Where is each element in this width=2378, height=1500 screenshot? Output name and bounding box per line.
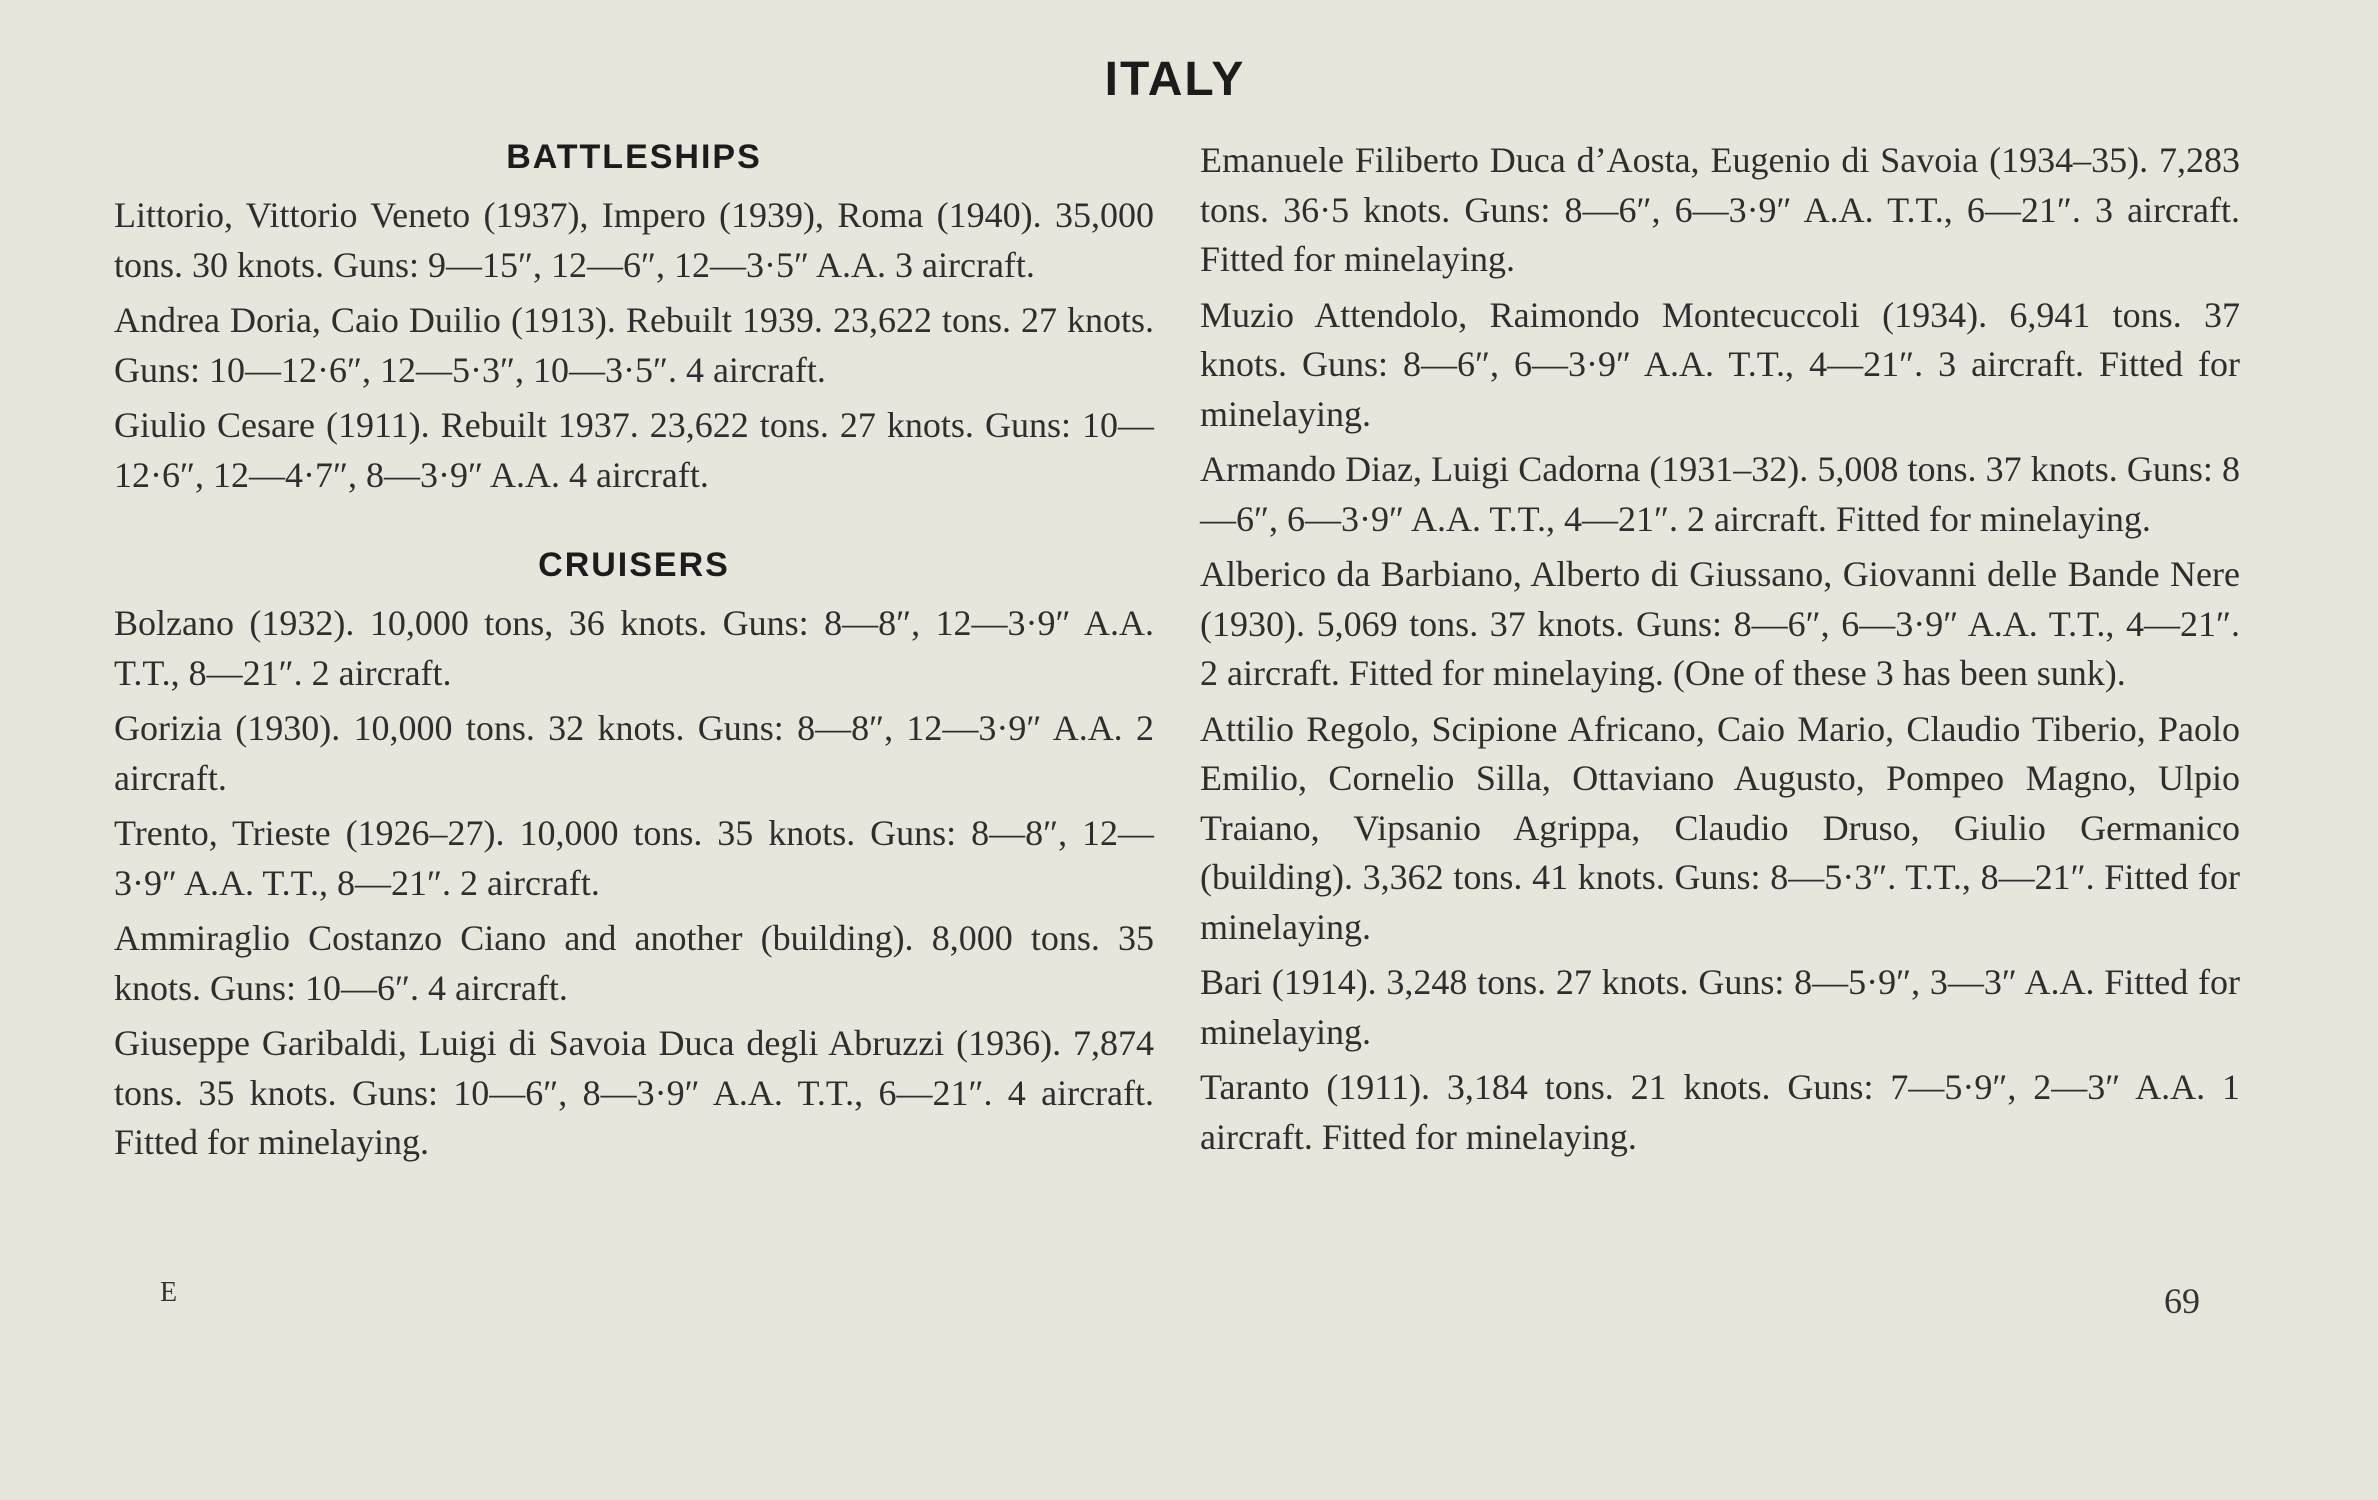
cruiser-entry: Giuseppe Garibaldi, Luigi di Savoia Duca degli Abruzzi (1936). 7,874 tons. 35 knots. Guns: 10—6″, 8—3·9″ A.A. T.T., 6—21″. 4 aircraft. Fitted for minelaying. <box>114 1023 1154 1162</box>
signature-mark: E <box>160 1277 178 1308</box>
cruiser-entry: Ammiraglio Costanzo Ciano and another (building). 8,000 tons. 35 knots. Guns: 10—6″. 4 aircraft. <box>114 918 1154 1008</box>
battleship-entry: Littorio, Vittorio Veneto (1937), Impero (1939), Roma (1940). 35,000 tons. 30 knots. Guns: 9—15″, 12—6″, 12—3·5″ A.A. 3 aircraft. <box>114 195 1154 285</box>
battleships-heading: BATTLESHIPS <box>506 138 762 176</box>
cruiser-entry: Bari (1914). 3,248 tons. 27 knots. Guns: 8—5·9″, 3—3″ A.A. Fitted for minelaying. <box>1200 962 2240 1052</box>
cruiser-entry: Attilio Regolo, Scipione Africano, Caio Mario, Claudio Tiberio, Paolo Emilio, Cornelio Silla, Ottaviano Augusto, Pompeo Magno, Ulpio Traiano, Vipsanio Agrippa, Claudio Druso, Giulio Germanico (building). 3,362 tons. 41 knots. Guns: 8—5·3″. T.T., 8—21″. Fitted for minelaying. <box>1200 708 2240 947</box>
cruiser-entry: Taranto (1911). 3,184 tons. 21 knots. Guns: 7—5·9″, 2—3″ A.A. 1 aircraft. Fitted for minelaying. <box>1200 1067 2240 1157</box>
right-column <box>1200 136 2240 1168</box>
cruiser-entry: Armando Diaz, Luigi Cadorna (1931–32). 5,008 tons. 37 knots. Guns: 8—6″, 6—3·9″ A.A. T.T., 4—21″. 2 aircraft. Fitted for minelaying. <box>1200 449 2240 539</box>
cruiser-entry: Trento, Trieste (1926–27). 10,000 tons. 35 knots. Guns: 8—8″, 12—3·9″ A.A. T.T., 8—21″. 2 aircraft. <box>114 813 1154 903</box>
cruiser-entry: Alberico da Barbiano, Alberto di Giussano, Giovanni delle Bande Nere (1930). 5,069 tons. 37 knots. Guns: 8—6″, 6—3·9″ A.A. T.T., 4—21″. 2 aircraft. Fitted for minelaying. (One of these 3 has been sunk). <box>1200 554 2240 693</box>
page-title: ITALY <box>1104 53 1246 106</box>
battleship-entry: Andrea Doria, Caio Duilio (1913). Rebuilt 1939. 23,622 tons. 27 knots. Guns: 10—12·6″, 12—5·3″, 10—3·5″. 4 aircraft. <box>114 300 1154 390</box>
cruiser-entry: Bolzano (1932). 10,000 tons, 36 knots. Guns: 8—8″, 12—3·9″ A.A. T.T., 8—21″. 2 aircraft. <box>114 603 1154 693</box>
cruiser-entry: Emanuele Filiberto Duca d’Aosta, Eugenio di Savoia (1934–35). 7,283 tons. 36·5 knots. Guns: 8—6″, 6—3·9″ A.A. T.T., 6—21″. 3 aircraft. Fitted for minelaying. <box>1200 140 2240 279</box>
battleship-entry: Giulio Cesare (1911). Rebuilt 1937. 23,622 tons. 27 knots. Guns: 10—12·6″, 12—4·7″, 8—3·9″ A.A. 4 aircraft. <box>114 405 1154 495</box>
page-number: 69 <box>2164 1281 2200 1321</box>
cruiser-entry: Muzio Attendolo, Raimondo Montecuccoli (1934). 6,941 tons. 37 knots. Guns: 8—6″, 6—3·9″ A.A. T.T., 4—21″. 3 aircraft. Fitted for minelaying. <box>1200 294 2240 434</box>
cruiser-entry: Gorizia (1930). 10,000 tons. 32 knots. Guns: 8—8″, 12—3·9″ A.A. 2 aircraft. <box>114 708 1154 798</box>
cruisers-heading: CRUISERS <box>538 546 730 584</box>
left-column <box>114 128 1154 1174</box>
